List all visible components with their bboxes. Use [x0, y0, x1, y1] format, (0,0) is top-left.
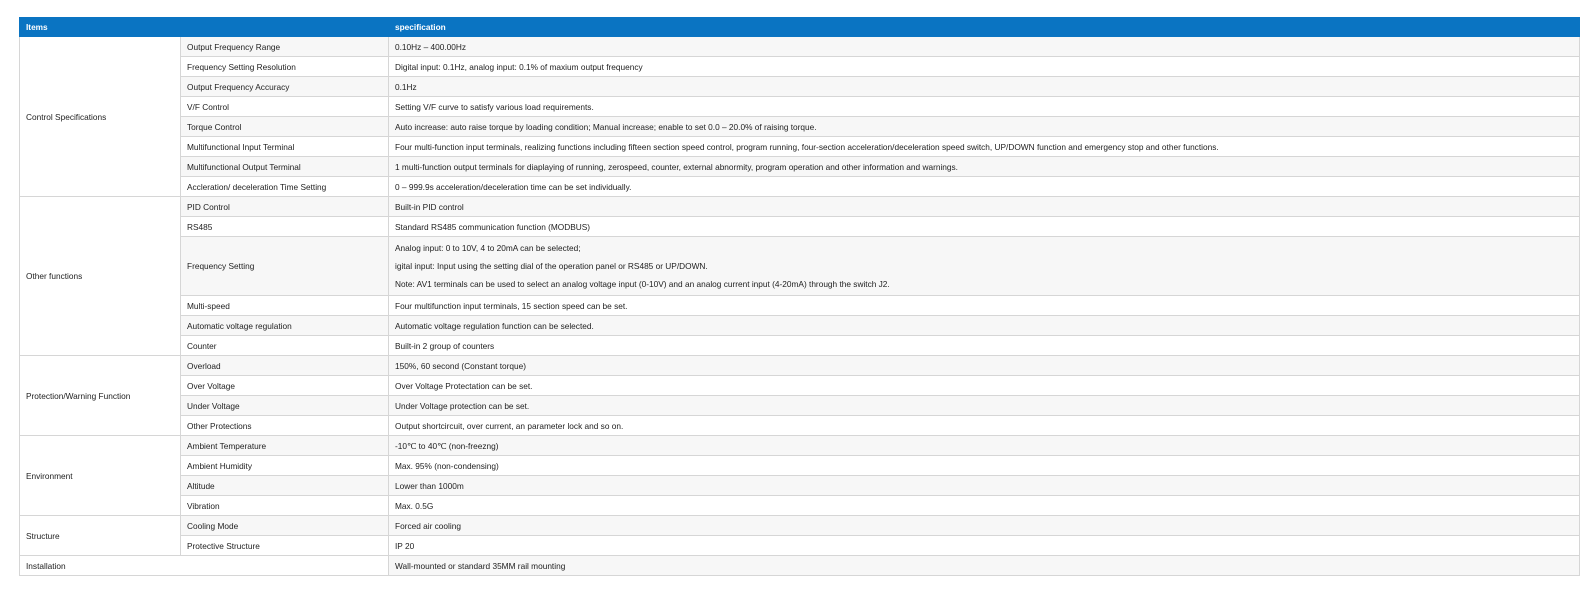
item-label: Multifunctional Input Terminal [181, 137, 389, 157]
specification-table [19, 17, 1580, 576]
item-label: Ambient Humidity [181, 456, 389, 476]
item-label: Overload [181, 356, 389, 376]
item-label: Output Frequency Range [181, 37, 389, 57]
table-row [20, 177, 1580, 197]
spec-value: Max. 95% (non-condensing) [389, 456, 1580, 476]
spec-value: Built-in PID control [389, 197, 1580, 217]
table-row [20, 496, 1580, 516]
item-label: Frequency Setting Resolution [181, 57, 389, 77]
item-label: V/F Control [181, 97, 389, 117]
spec-line: Analog input: 0 to 10V, 4 to 20mA can be selected; [395, 243, 581, 253]
installation-spec: Wall-mounted or standard 35MM rail mounting [389, 556, 1580, 576]
group-label: Structure [20, 516, 181, 556]
spec-value: 1 multi-function output terminals for diaplaying of running, zerospeed, counter, external abnormity, program operation and other information and warnings. [389, 157, 1580, 177]
spec-value: 150%, 60 second (Constant torque) [389, 356, 1580, 376]
table-row [20, 296, 1580, 316]
spec-line: igital input: Input using the setting dial of the operation panel or RS485 or UP/DOWN. [395, 261, 708, 271]
spec-value: 0.10Hz – 400.00Hz [389, 37, 1580, 57]
item-label: Cooling Mode [181, 516, 389, 536]
spec-value: Output shortcircuit, over current, an parameter lock and so on. [389, 416, 1580, 436]
item-label: Altitude [181, 476, 389, 496]
spec-value: Four multifunction input terminals, 15 section speed can be set. [389, 296, 1580, 316]
table-row [20, 57, 1580, 77]
spec-value: Standard RS485 communication function (MODBUS) [389, 217, 1580, 237]
table-row [20, 536, 1580, 556]
table-row [20, 97, 1580, 117]
spec-value: Auto increase: auto raise torque by loading condition; Manual increase; enable to set 0.0 – 20.0% of raising torque. [389, 117, 1580, 137]
spec-value: Under Voltage protection can be set. [389, 396, 1580, 416]
item-label: Ambient Temperature [181, 436, 389, 456]
table-row [20, 416, 1580, 436]
spec-value: Four multi-function input terminals, realizing functions including fifteen section speed control, program running, four-section acceleration/deceleration speed switch, UP/DOWN function and emergency stop and other functions. [389, 137, 1580, 157]
table-row [20, 197, 1580, 217]
item-label: Output Frequency Accuracy [181, 77, 389, 97]
table-row [20, 456, 1580, 476]
table-row [20, 316, 1580, 336]
spec-value: Over Voltage Protectation can be set. [389, 376, 1580, 396]
group-label: Environment [20, 436, 181, 516]
group-label: Control Specifications [20, 37, 181, 197]
table-row [20, 376, 1580, 396]
table-row [20, 237, 1580, 296]
table-row [20, 396, 1580, 416]
item-label: Counter [181, 336, 389, 356]
table-row [20, 476, 1580, 496]
table-row [20, 157, 1580, 177]
item-label: PID Control [181, 197, 389, 217]
spec-value: IP 20 [389, 536, 1580, 556]
spec-value: 0 – 999.9s acceleration/deceleration time can be set individually. [389, 177, 1580, 197]
item-label: Protective Structure [181, 536, 389, 556]
spec-value [389, 237, 1580, 296]
table-header-row [20, 18, 1580, 37]
installation-label: Installation [20, 556, 389, 576]
table-row [20, 436, 1580, 456]
item-label: Vibration [181, 496, 389, 516]
spec-line: Note: AV1 terminals can be used to select an analog voltage input (0-10V) and an analog current input (4-20mA) through the switch J2. [395, 279, 890, 289]
item-label: Over Voltage [181, 376, 389, 396]
header-items: Items [20, 18, 389, 37]
header-specification: specification [389, 18, 1580, 37]
item-label: Multifunctional Output Terminal [181, 157, 389, 177]
table-row [20, 37, 1580, 57]
table-row [20, 556, 1580, 576]
table-row [20, 356, 1580, 376]
spec-value: 0.1Hz [389, 77, 1580, 97]
item-label: Frequency Setting [181, 237, 389, 296]
spec-value: Built-in 2 group of counters [389, 336, 1580, 356]
item-label: Under Voltage [181, 396, 389, 416]
table-row [20, 336, 1580, 356]
group-label: Other functions [20, 197, 181, 356]
table-row [20, 217, 1580, 237]
item-label: Accleration/ deceleration Time Setting [181, 177, 389, 197]
table-row [20, 516, 1580, 536]
item-label: Multi-speed [181, 296, 389, 316]
table-row [20, 77, 1580, 97]
spec-value: Setting V/F curve to satisfy various load requirements. [389, 97, 1580, 117]
item-label: Other Protections [181, 416, 389, 436]
table-row [20, 117, 1580, 137]
spec-table-container [19, 17, 1579, 576]
spec-value: -10℃ to 40℃ (non-freezng) [389, 436, 1580, 456]
item-label: Automatic voltage regulation [181, 316, 389, 336]
spec-value: Forced air cooling [389, 516, 1580, 536]
group-label: Protection/Warning Function [20, 356, 181, 436]
item-label: Torque Control [181, 117, 389, 137]
spec-value: Max. 0.5G [389, 496, 1580, 516]
table-row [20, 137, 1580, 157]
spec-value: Digital input: 0.1Hz, analog input: 0.1% of maxium output frequency [389, 57, 1580, 77]
spec-value: Automatic voltage regulation function can be selected. [389, 316, 1580, 336]
table-body [20, 37, 1580, 576]
item-label: RS485 [181, 217, 389, 237]
spec-value: Lower than 1000m [389, 476, 1580, 496]
